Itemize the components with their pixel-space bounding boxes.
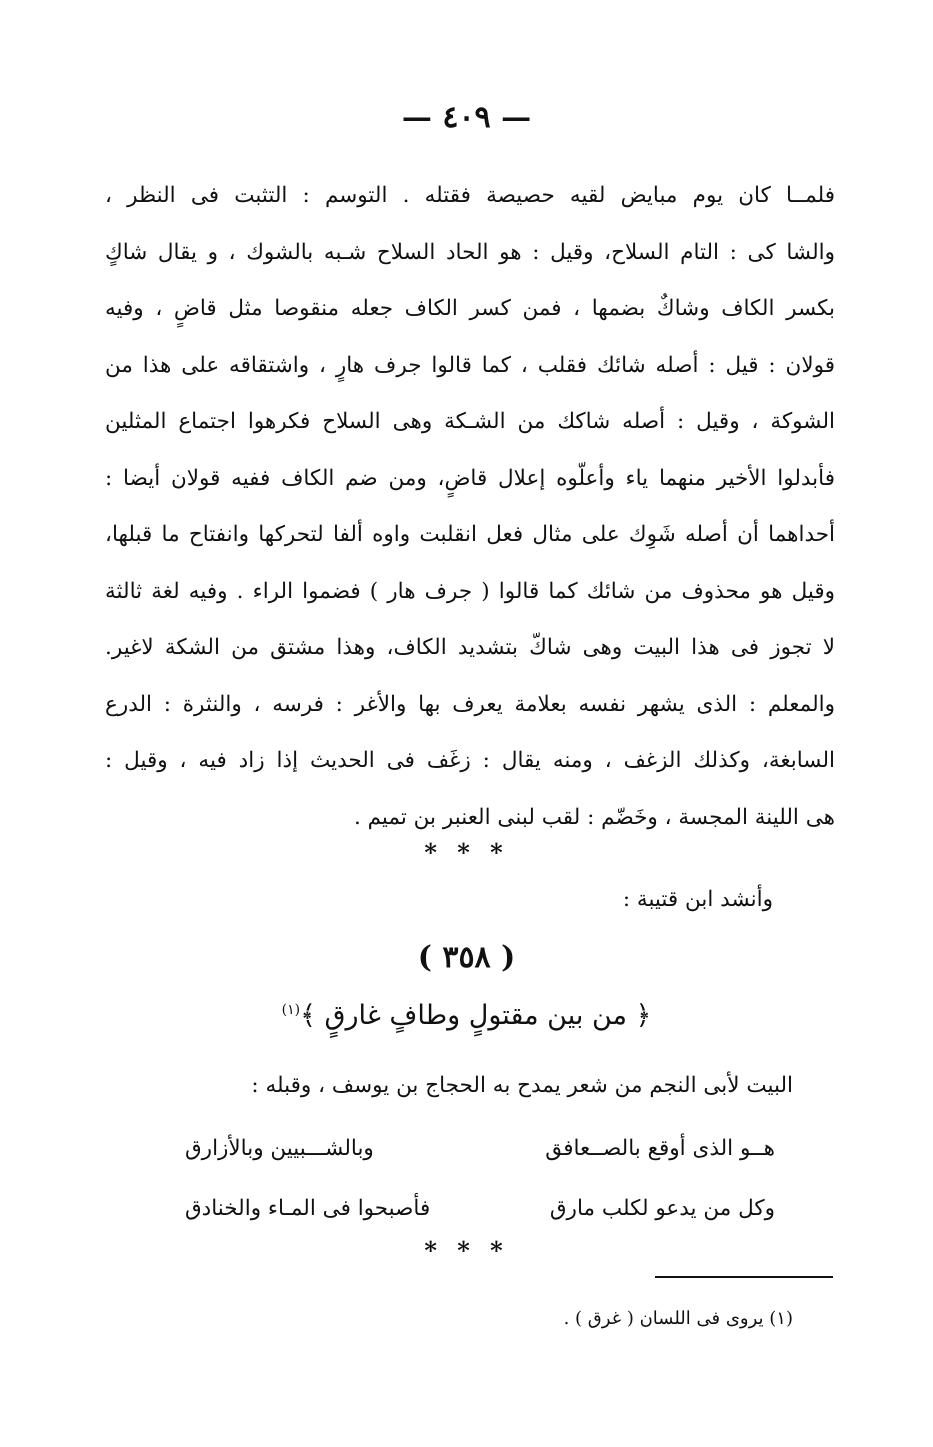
page-number: — ٤٠٩ — [401,100,532,135]
commentary-line: هى اللينة المجسة ، وخَضّم : لقب لبنى العنبر بن تميم . [353,804,835,830]
commentary-line: الشوكة ، وقيل : أصله شاكك من الشـكة وهى السلاح فكرهوا اجتماع المثلين [105,409,835,434]
commentary-line: قولان : قيل : أصله شائك فقلب ، كما قالوا جرف هارٍ ، واشتقاقه على هذا من [105,352,835,378]
footnote-marker: (١) [281,1002,301,1018]
verse-quote [0,1000,933,1031]
poem-line [185,1136,775,1176]
footnote-divider [655,1276,833,1278]
footnote: (١) يروى فى اللسان ( غرق ) . [563,1308,793,1329]
verse-number: ( ٣٥٨ ) [417,940,516,975]
poem-first-hemistich: هــو الذى أوقع بالصــعافق [545,1136,775,1161]
commentary-line: والشا كى : التام السلاح، وقيل : هو الحاد السلاح شـبه بالشوك ، و يقال شاكٍ [105,239,835,265]
commentary-line: بكسر الكاف وشاكٌ بضمها ، فمن كسر الكاف جعله منقوصا مثل قاضٍ ، وفيه [105,296,835,321]
commentary-line: وقيل هو محذوف من شائك كما قالوا ( جرف هار ) فضموا الراء . وفيه لغة ثالثة [105,578,835,604]
commentary-line: السابغة، وكذلك الزغف ، ومنه يقال : زغَف فى الحديث إذا زاد فيه ، وقيل : [105,748,835,773]
poem-first-hemistich: وكل من يدعو لكلب مارق [549,1196,775,1221]
commentary-paragraph [105,168,835,846]
commentary-line: أحداهما أن أصله شَوِك على مثال فعل انقلبت واوه ألفا لتحركها وانفتاح ما قبلها، [105,522,835,547]
commentary-line: والمعلم : الذى يشهر نفسه بعلامة يعرف بها والأغر : فرسه ، والنثرة : الدرع [105,691,835,717]
commentary-line: فلمــا كان يوم مبايض لقيه حصيصة فقتله . التوسم : التثبت فى النظر ، [105,183,835,208]
commentary-line: فأبدلوا الأخير منهما ياء وأعلّوه إعلال قاضٍ، ومن ضم الكاف ففيه قولان أيضا : [105,465,835,491]
section-separator: * * * [424,838,509,867]
commentary-line: لا تجوز فى هذا البيت وهى شاكّ بتشديد الكاف، وهذا مشتق من الشكة لاغير. [105,635,835,660]
poem-line [185,1196,775,1236]
section-intro: وأنشد ابن قتيبة : [622,887,773,912]
poem-second-hemistich: وبالشـــبيين وبالأزارق [185,1136,374,1161]
verse-quote-text: ﴿ من بين مقتولٍ وطافٍ غارقٍ ﴾ [300,1000,652,1031]
poem-second-hemistich: فأصبحوا فى المـاء والخنادق [185,1196,431,1221]
verse-attribution: البيت لأبى النجم من شعر يمدح به الحجاج بن يوسف ، وقبله : [251,1073,793,1098]
closing-separator: * * * [424,1236,509,1265]
